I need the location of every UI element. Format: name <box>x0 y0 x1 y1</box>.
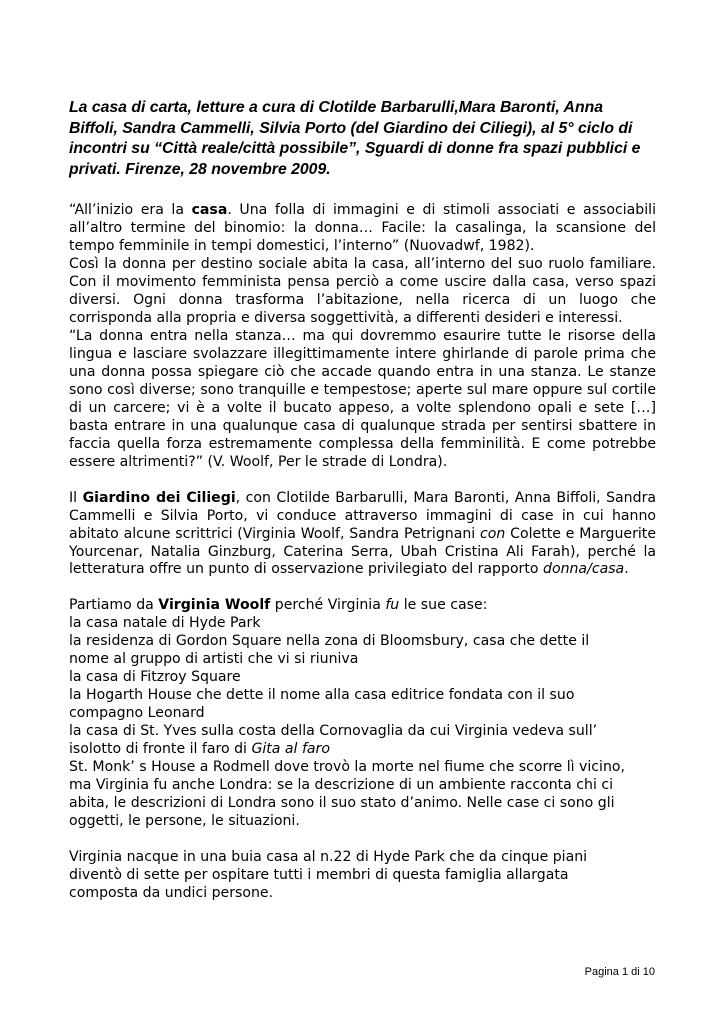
paragraph-destino-sociale: Così la donna per destino sociale abita la casa, all’interno del suo ruolo familiare. Con il movimento femminista pensa perciò a come uscire dalla casa, verso spazi diversi. Ogni donna trasforma l’abitazione, nella ricerca di un luogo che corrisponda alla propria e diversa soggettività, a differenti desideri e interessi. <box>69 256 656 327</box>
text-run: le sue case: <box>399 597 488 614</box>
paragraph-gap <box>69 472 656 490</box>
paragraph-intro-quote <box>69 202 656 256</box>
text-run: . <box>624 561 629 578</box>
text-line: diventò di sette per ospitare tutti i membri di questa famiglia allargata <box>69 866 569 883</box>
paragraph-hyde-park <box>69 849 656 903</box>
house-line: la casa di St. Yves sulla costa della Cornovaglia da cui Virginia vedeva sull’ <box>69 723 598 740</box>
italic-donna-casa: donna/casa <box>543 561 625 578</box>
text-run: “All’inizio era la <box>69 202 192 219</box>
document-title: La casa di carta, letture a cura di Clotilde Barbarulli,Mara Baronti, Anna Biffoli, Sandra Cammelli, Silvia Porto (del Giardino dei Ciliegi), al 5° ciclo di incontri su “Città reale/città possibile”, Sguardi di donne fra spazi pubblici e privati. Firenze, 28 novembre 2009. <box>69 99 641 178</box>
house-line: nome al gruppo di artisti che vi si riuniva <box>69 651 359 668</box>
paragraph-gap <box>69 579 656 597</box>
text-run: perché Virginia <box>270 597 386 614</box>
house-line: abita, le descrizioni di Londra sono il suo stato d’animo. Nelle case ci sono gli <box>69 794 615 811</box>
house-line: la casa natale di Hyde Park <box>69 615 261 632</box>
page-number: Pagina 1 di 10 <box>584 966 655 978</box>
house-line: la Hogarth House che dette il nome alla casa editrice fondata con il suo <box>69 687 575 704</box>
paragraph-gap <box>69 831 656 849</box>
document-page <box>69 98 656 903</box>
text-run: isolotto di fronte il faro di <box>69 741 252 758</box>
house-line: la casa di Fitzroy Square <box>69 669 241 686</box>
text-line: Virginia nacque in una buia casa al n.22 di Hyde Park che da cinque piani <box>69 848 588 865</box>
italic-con: con <box>480 525 506 542</box>
italic-gita-al-faro: Gita al faro <box>251 741 330 758</box>
paragraph-woolf-houses <box>69 597 656 830</box>
text-run: . Una folla di immagini e di stimoli associati e associabili all’altro termine del binomio: la donna… Facile: la casalinga, la scansione del tempo femminile in tempi domestici, l’interno” (Nuovadwf, 1982). <box>69 202 656 255</box>
text-run: , con Clotilde Barbarulli, Mara Baronti, Anna Biffoli, Sandra Cammelli e Silvia Porto, vi conduce attraverso immagini di case in cui hanno abitato alcune scrittrici (Virginia Woolf, Sandra Petrignani <box>69 489 656 542</box>
bold-term-casa: casa <box>191 202 228 219</box>
bold-giardino-dei-ciliegi: Giardino dei Ciliegi <box>82 489 236 506</box>
house-line: ma Virginia fu anche Londra: se la descrizione di un ambiente racconta chi ci <box>69 776 614 793</box>
text-run: Partiamo da <box>69 597 159 614</box>
text-line: composta da undici persone. <box>69 884 274 901</box>
italic-fu: fu <box>385 597 400 614</box>
houses-intro-line <box>69 597 656 615</box>
paragraph-giardino <box>69 490 656 580</box>
paragraph-woolf-quote: “La donna entra nella stanza… ma qui dovremmo esaurire tutte le risorse della lingua e lasciare svolazzare illegittimamente intere ghirlande di parole prima che una donna possa spiegare ciò che accade quando entra in una stanza. Le stanze sono così diverse; sono tranquille e tempestose; aperte sul mare oppure sul cortile di un carcere; vi è a volte il bucato appeso, a volte splendono opali e sete […] basta entrare in una qualunque casa di qualunque strada per sentirsi sbattere in faccia quella forza estremamente complessa della femminilità. E come potrebbe essere altrimenti?” (V. Woolf, Per le strade di Londra). <box>69 328 656 470</box>
house-line <box>69 741 656 759</box>
house-line: la residenza di Gordon Square nella zona di Bloomsbury, casa che dette il <box>69 633 590 650</box>
text-run: Il <box>69 489 83 506</box>
text-run: Colette e Marguerite Yourcenar, Natalia Ginzburg, Caterina Serra, Ubah Cristina Ali Farah), perché la letteratura offre un punto di osservazione privilegiato del rapporto <box>69 525 657 578</box>
house-line: compagno Leonard <box>69 705 205 722</box>
bold-virginia-woolf: Virginia Woolf <box>158 597 271 614</box>
house-line: oggetti, le persone, le situazioni. <box>69 812 300 829</box>
house-line: St. Monk’ s House a Rodmell dove trovò la morte nel fiume che scorre lì vicino, <box>69 759 625 776</box>
